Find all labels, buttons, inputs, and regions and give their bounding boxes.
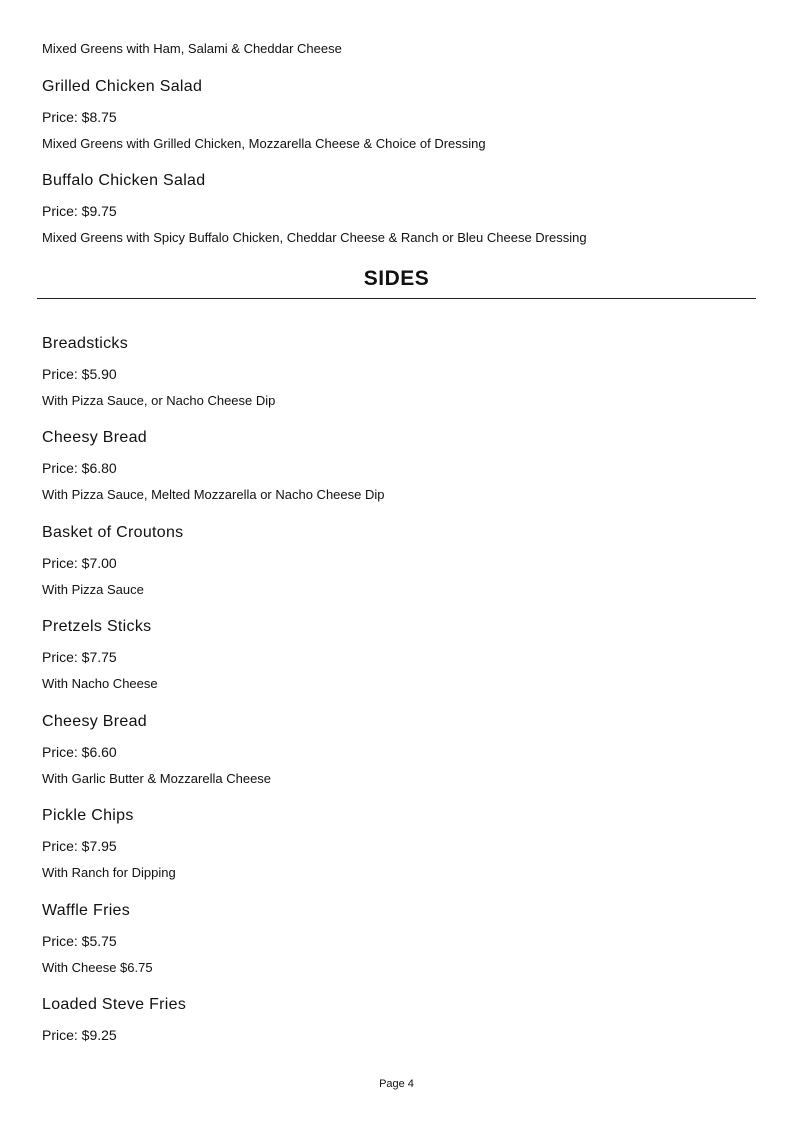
menu-item-description-row	[42, 136, 752, 152]
menu-item-description-row	[42, 676, 752, 692]
menu-item-price-row	[42, 459, 752, 477]
item-name: Cheesy Bread	[42, 429, 147, 446]
item-name: Loaded Steve Fries	[42, 996, 187, 1013]
item-name: Cheesy Bread	[42, 713, 147, 730]
menu-item-price-row	[42, 743, 752, 761]
item-price: Price: $7.75	[42, 649, 117, 665]
menu-item-price-row	[42, 202, 752, 220]
item-description: With Pizza Sauce	[42, 582, 144, 597]
item-description: Mixed Greens with Spicy Buffalo Chicken, Cheddar Cheese & Ranch or Bleu Cheese Dressing	[42, 230, 587, 245]
item-description: With Nacho Cheese	[42, 676, 158, 691]
item-description: With Ranch for Dipping	[42, 865, 176, 880]
item-name: Pickle Chips	[42, 807, 134, 824]
item-description: Mixed Greens with Ham, Salami & Cheddar Cheese	[42, 41, 342, 56]
item-price: Price: $6.80	[42, 460, 117, 476]
menu-item	[42, 171, 752, 191]
menu-item-description-row	[42, 771, 752, 787]
item-price: Price: $7.00	[42, 555, 117, 571]
menu-item-description-row	[42, 393, 752, 409]
item-description: Mixed Greens with Grilled Chicken, Mozzarella Cheese & Choice of Dressing	[42, 136, 486, 151]
menu-item	[42, 334, 752, 354]
item-description: With Garlic Butter & Mozzarella Cheese	[42, 771, 272, 786]
menu-item	[42, 428, 752, 448]
item-name: Pretzels Sticks	[42, 618, 152, 635]
menu-item	[42, 806, 752, 826]
item-price: Price: $5.90	[42, 366, 117, 382]
item-name: Grilled Chicken Salad	[42, 78, 203, 95]
section-title-sides: SIDES	[363, 267, 430, 290]
menu-item-description-row	[42, 230, 752, 246]
item-price: Price: $6.60	[42, 744, 117, 760]
menu-item-fragment	[42, 41, 752, 57]
menu-item-price-row	[42, 365, 752, 383]
item-price: Price: $8.75	[42, 109, 117, 125]
menu-item	[42, 77, 752, 97]
menu-item	[42, 901, 752, 921]
item-description: With Cheese $6.75	[42, 960, 153, 975]
item-name: Breadsticks	[42, 335, 128, 352]
item-price: Price: $7.95	[42, 838, 117, 854]
menu-item-price-row	[42, 554, 752, 572]
item-name: Waffle Fries	[42, 902, 131, 919]
menu-item-description-row	[42, 960, 752, 976]
page-number: Page 4	[379, 1078, 414, 1090]
section-divider	[37, 298, 756, 299]
menu-item-description-row	[42, 582, 752, 598]
item-price: Price: $5.75	[42, 933, 117, 949]
menu-item-price-row	[42, 932, 752, 950]
menu-item-price-row	[42, 648, 752, 666]
item-name: Basket of Croutons	[42, 524, 184, 541]
menu-item	[42, 617, 752, 637]
item-description: With Pizza Sauce, or Nacho Cheese Dip	[42, 393, 276, 408]
menu-item-price-row	[42, 108, 752, 126]
item-description: With Pizza Sauce, Melted Mozzarella or Nacho Cheese Dip	[42, 487, 385, 502]
item-price: Price: $9.25	[42, 1027, 117, 1043]
menu-item	[42, 712, 752, 732]
menu-item-price-row	[42, 837, 752, 855]
menu-item	[42, 995, 752, 1015]
menu-item-description-row	[42, 865, 752, 881]
item-price: Price: $9.75	[42, 203, 117, 219]
menu-item-description-row	[42, 487, 752, 503]
menu-item-price-row	[42, 1026, 752, 1044]
item-name: Buffalo Chicken Salad	[42, 172, 206, 189]
menu-item	[42, 523, 752, 543]
